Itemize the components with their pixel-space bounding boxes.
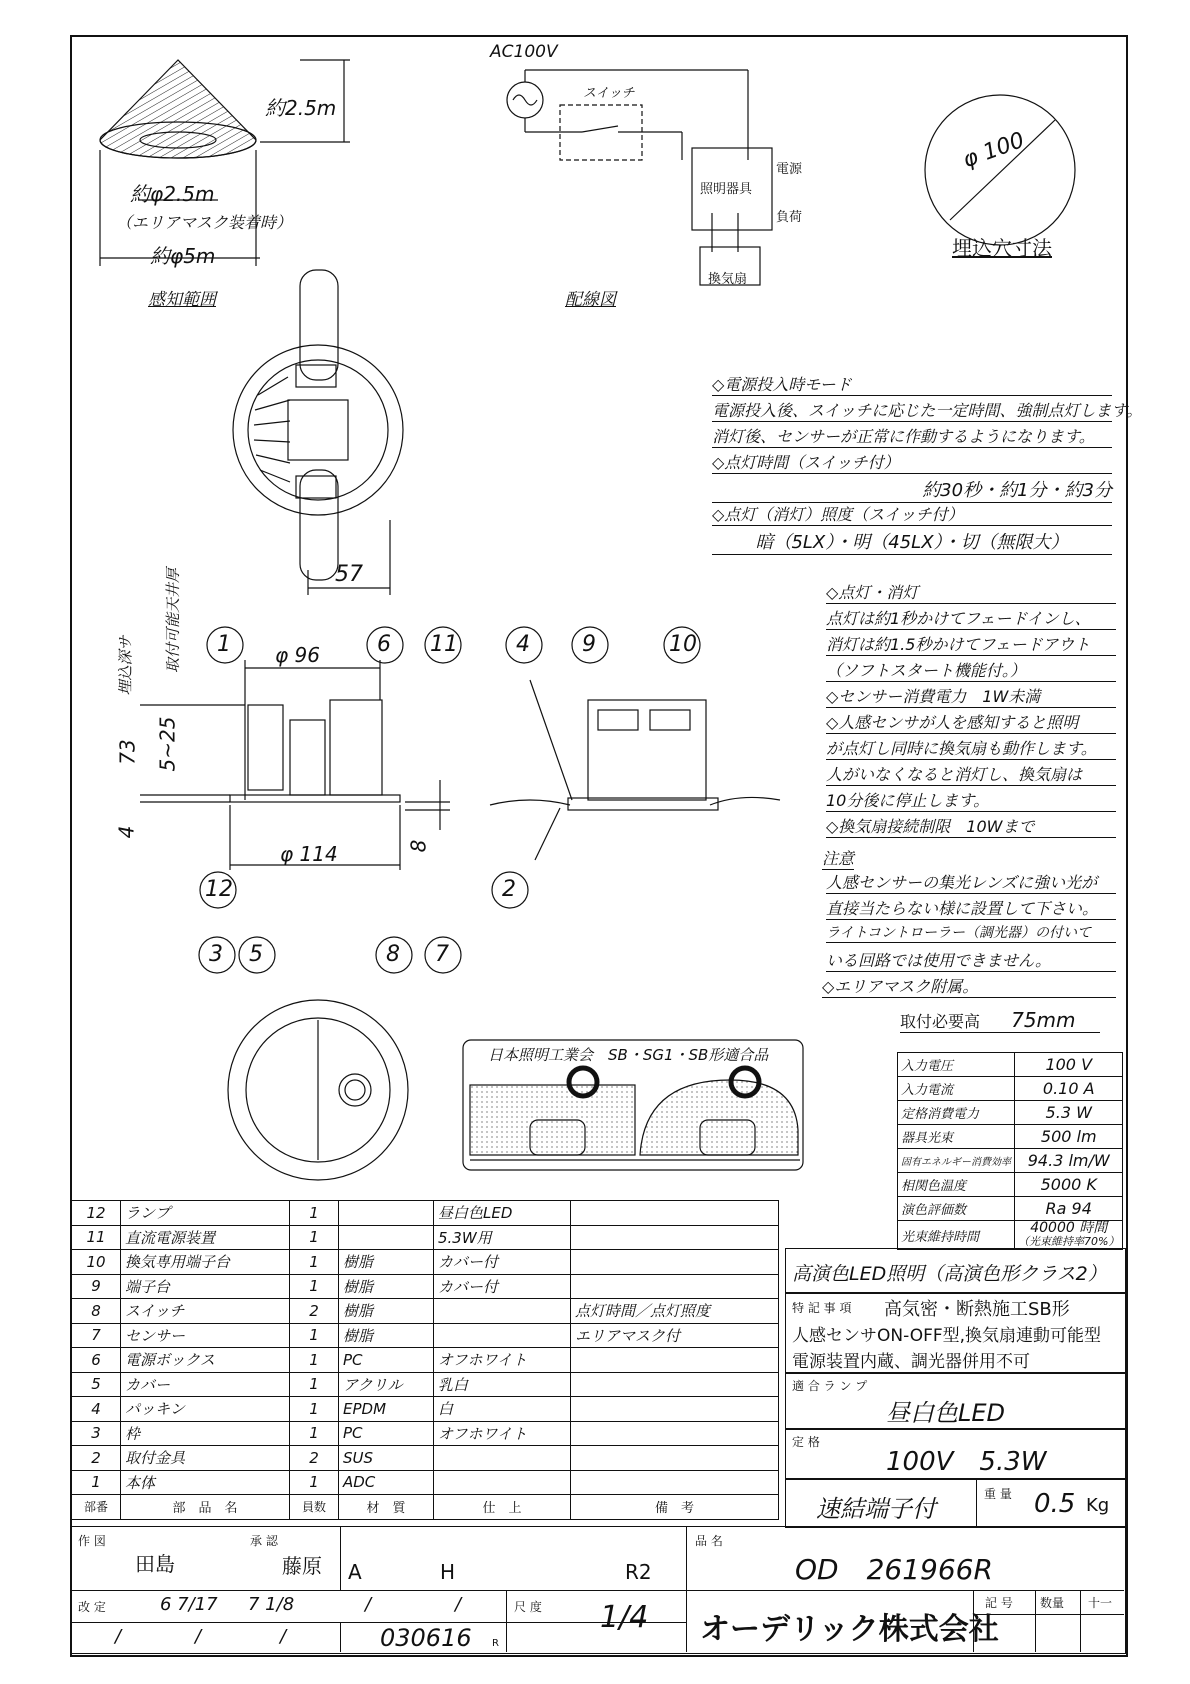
table-row — [72, 1348, 779, 1373]
note-line: 消灯は約1.5秒かけてフェードアウト — [826, 632, 1116, 656]
slash: / — [195, 1626, 202, 1647]
note-line: 点灯は約1秒かけてフェードインし、 — [826, 606, 1116, 630]
dim-73: 73 — [115, 739, 140, 765]
part-name: 取付金具 — [121, 1446, 290, 1471]
spec-key: 器具光束 — [898, 1125, 1015, 1149]
scale-value: 1/4 — [600, 1600, 649, 1635]
part-num: 12 — [72, 1201, 121, 1226]
dim-8: 8 — [406, 839, 431, 853]
part-num: 4 — [72, 1397, 121, 1422]
special-1: 高気密・断熱施工SB形 — [884, 1299, 1070, 1320]
part-material: PC — [339, 1348, 434, 1373]
part-name: 端子台 — [121, 1274, 290, 1299]
type-box — [785, 1248, 1126, 1294]
mark-label: 記 号 — [985, 1596, 1013, 1610]
side-view-left — [140, 660, 450, 870]
part-remark — [571, 1397, 779, 1422]
part-num: 7 — [72, 1323, 121, 1348]
dash-mark: 十一 — [1088, 1596, 1113, 1610]
part-qty: 1 — [290, 1470, 339, 1495]
part-num: 9 — [72, 1274, 121, 1299]
sensing-mask-note: （エリアマスク装着時） — [116, 213, 293, 232]
callout: 12 — [205, 877, 233, 902]
part-material: 樹脂 — [339, 1323, 434, 1348]
spec-row — [898, 1149, 1123, 1173]
wiring-fixture: 照明器具 — [700, 182, 753, 197]
company-name: オーデリック株式会社 — [700, 1612, 999, 1647]
product-number: OD 261966R — [795, 1553, 993, 1586]
fixture-type: 高演色LED照明（高演色形クラス2） — [792, 1263, 1107, 1285]
callout: 4 — [516, 632, 530, 657]
caution-title: 注意 — [822, 846, 854, 870]
special-3: 電源装置内蔵、調光器併用不可 — [792, 1352, 1030, 1372]
callout: 1 — [217, 632, 231, 657]
table-row — [72, 1250, 779, 1275]
special-label: 特 記 事 項 — [792, 1301, 852, 1315]
part-num: 8 — [72, 1299, 121, 1324]
spec-value: 500 lm — [1015, 1125, 1123, 1149]
r-mark: R — [492, 1638, 499, 1649]
bottom-view — [228, 1000, 408, 1180]
spec-row — [898, 1101, 1123, 1125]
install-height-value: 75mm — [1011, 1008, 1076, 1032]
part-material: PC — [339, 1421, 434, 1446]
dim-57: 57 — [335, 562, 363, 587]
spec-row — [898, 1221, 1123, 1250]
table-row — [72, 1225, 779, 1250]
drawing-date: 030616 — [380, 1624, 472, 1652]
spec-value: 5.3 W — [1015, 1101, 1123, 1125]
spec-value: 5000 K — [1015, 1173, 1123, 1197]
part-num: 1 — [72, 1470, 121, 1495]
note-line: ◇人感センサが人を感知すると照明 — [826, 710, 1116, 734]
side-view-right — [490, 680, 780, 860]
part-qty: 1 — [290, 1372, 339, 1397]
spec-value-note: （光束維持率70%） — [1018, 1235, 1120, 1248]
spec-key: 入力電流 — [898, 1077, 1015, 1101]
table-row — [72, 1421, 779, 1446]
scale-label: 尺 度 — [514, 1600, 542, 1614]
note-line: ◇電源投入時モード — [712, 372, 1112, 396]
product-label: 品 名 — [695, 1534, 723, 1548]
rating-label: 定 格 — [792, 1435, 820, 1449]
slash: / — [455, 1594, 462, 1615]
part-remark — [571, 1274, 779, 1299]
callout: 6 — [377, 632, 391, 657]
spec-value: Ra 94 — [1015, 1197, 1123, 1221]
part-num: 2 — [72, 1446, 121, 1471]
table-row — [72, 1446, 779, 1471]
part-qty: 1 — [290, 1250, 339, 1275]
wiring-power: 電源 — [776, 162, 803, 177]
callout: 3 — [209, 942, 223, 967]
code-a: A — [348, 1560, 362, 1584]
col-header: 部 品 名 — [121, 1495, 290, 1520]
spec-value: 40000 時間 — [1030, 1220, 1108, 1236]
part-finish: 5.3W用 — [434, 1225, 571, 1250]
slash: / — [365, 1594, 372, 1615]
spec-row — [898, 1077, 1123, 1101]
part-material: SUS — [339, 1446, 434, 1471]
part-name: スイッチ — [121, 1299, 290, 1324]
caution-line: ◇エリアマスク附属。 — [822, 974, 1116, 998]
drawn-label: 作 図 — [78, 1534, 106, 1548]
note-line: 10分後に停止します。 — [826, 788, 1116, 812]
part-finish — [434, 1470, 571, 1495]
part-name: カバー — [121, 1372, 290, 1397]
lamp-box — [785, 1372, 1126, 1430]
hole-circle — [925, 95, 1075, 245]
note-line: ◇点灯時間（スイッチ付） — [712, 450, 1112, 474]
part-remark — [571, 1446, 779, 1471]
wiring-fan: 換気扇 — [708, 272, 748, 287]
wiring-load: 負荷 — [776, 210, 803, 225]
hole-dia: φ 100 — [959, 127, 1028, 174]
part-qty: 1 — [290, 1274, 339, 1299]
install-height-label: 取付必要高 — [900, 1012, 981, 1031]
callout: 9 — [582, 632, 596, 657]
wiring-ac: AC100V — [490, 42, 558, 62]
spec-row — [898, 1125, 1123, 1149]
caution-line: 直接当たらない様に設置して下さい。 — [826, 896, 1116, 920]
part-remark — [571, 1250, 779, 1275]
part-finish: オフホワイト — [434, 1348, 571, 1373]
sensing-height: 約2.5m — [265, 96, 337, 120]
code-h: H — [440, 1560, 456, 1584]
approved-by: 藤原 — [282, 1554, 322, 1578]
part-finish: カバー付 — [434, 1250, 571, 1275]
col-header: 仕 上 — [434, 1495, 571, 1520]
dim-114: φ 114 — [280, 842, 338, 866]
sensing-dia: 約φ5m — [150, 244, 216, 268]
callout: 7 — [435, 942, 449, 967]
note-line: 人がいなくなると消灯し、換気扇は — [826, 762, 1116, 786]
rev-code: R2 — [625, 1560, 652, 1584]
note-line: ◇点灯・消灯 — [826, 580, 1116, 604]
part-remark — [571, 1348, 779, 1373]
rating-box — [785, 1428, 1126, 1480]
spec-key: 入力電圧 — [898, 1053, 1015, 1077]
note-line: （ソフトスタート機能付。） — [826, 658, 1116, 682]
note-line: が点灯し同時に換気扇も動作します。 — [826, 736, 1116, 760]
spec-value: 100 V — [1015, 1053, 1123, 1077]
part-finish — [434, 1446, 571, 1471]
part-remark — [571, 1470, 779, 1495]
slash: / — [115, 1626, 122, 1647]
special-box — [785, 1292, 1126, 1374]
wiring-title: 配線図 — [565, 290, 616, 310]
jil-label: 日本照明工業会 SB・SG1・SB形適合品 — [488, 1046, 769, 1064]
table-row — [72, 1299, 779, 1324]
part-name: パッキン — [121, 1397, 290, 1422]
spec-row — [898, 1197, 1123, 1221]
sensing-mask-dia: 約φ2.5m — [130, 182, 215, 206]
drawn-by: 田島 — [135, 1552, 175, 1576]
weight-label: 重 量 — [984, 1487, 1012, 1501]
rating-value: 100V 5.3W — [886, 1447, 1047, 1477]
slash: / — [280, 1626, 287, 1647]
part-name: 本体 — [121, 1470, 290, 1495]
spec-row — [898, 1053, 1123, 1077]
part-qty: 1 — [290, 1421, 339, 1446]
sensing-cone — [100, 60, 350, 266]
parts-table — [71, 1200, 779, 1520]
wiring-switch: スイッチ — [583, 86, 635, 101]
approved-label: 承 認 — [250, 1534, 278, 1548]
part-remark — [571, 1421, 779, 1446]
install-height — [900, 1008, 1100, 1033]
terminal: 速結端子付 — [816, 1495, 936, 1523]
table-row — [72, 1372, 779, 1397]
terminal-box — [785, 1478, 1126, 1528]
part-num: 6 — [72, 1348, 121, 1373]
callout: 5 — [249, 942, 263, 967]
special-2: 人感センサON-OFF型,換気扇連動可能型 — [792, 1326, 1102, 1346]
part-name: 直流電源装置 — [121, 1225, 290, 1250]
dim-96: φ 96 — [275, 643, 320, 667]
sensing-title: 感知範囲 — [148, 290, 216, 310]
spec-key: 定格消費電力 — [898, 1101, 1015, 1125]
part-material: ADC — [339, 1470, 434, 1495]
part-material: 樹脂 — [339, 1250, 434, 1275]
hole-title: 埋込穴寸法 — [952, 236, 1052, 260]
part-num: 5 — [72, 1372, 121, 1397]
part-qty: 1 — [290, 1323, 339, 1348]
caution-line: ライトコントローラー（調光器）の付いて — [826, 922, 1116, 943]
part-remark: エリアマスク付 — [571, 1323, 779, 1348]
part-qty: 1 — [290, 1201, 339, 1226]
spec-table — [897, 1052, 1123, 1250]
part-finish: カバー付 — [434, 1274, 571, 1299]
note-line: ◇センサー消費電力 1W未満 — [826, 684, 1116, 708]
label-embed-depth: 埋込深サ — [116, 635, 135, 696]
spec-key: 光束維持時間 — [898, 1221, 1015, 1250]
part-material — [339, 1225, 434, 1250]
spec-key: 固有エネルギー消費効率 — [898, 1149, 1015, 1173]
qty-label: 数量 — [1040, 1596, 1065, 1610]
table-row — [72, 1201, 779, 1226]
part-num: 3 — [72, 1421, 121, 1446]
callout: 2 — [502, 877, 516, 902]
col-header: 員数 — [290, 1495, 339, 1520]
part-qty: 2 — [290, 1446, 339, 1471]
part-finish: オフホワイト — [434, 1421, 571, 1446]
part-num: 11 — [72, 1225, 121, 1250]
part-qty: 1 — [290, 1397, 339, 1422]
weight-value: 0.5 — [1034, 1489, 1076, 1519]
label-ceiling: 取付可能天井厚 — [164, 567, 183, 674]
callout: 10 — [669, 632, 697, 657]
spec-row — [898, 1173, 1123, 1197]
spec-value: 0.10 A — [1015, 1077, 1123, 1101]
callout: 11 — [430, 632, 458, 657]
top-view — [233, 270, 403, 595]
table-row — [72, 1397, 779, 1422]
caution-line: いる回路では使用できません。 — [826, 948, 1116, 972]
part-material — [339, 1201, 434, 1226]
table-row — [72, 1274, 779, 1299]
part-name: 電源ボックス — [121, 1348, 290, 1373]
note-line: 電源投入後、スイッチに応じた一定時間、強制点灯します。 — [712, 398, 1112, 422]
dim-5-25: 5~25 — [155, 716, 180, 772]
spec-key: 相関色温度 — [898, 1173, 1015, 1197]
lamp-value: 昼白色LED — [886, 1399, 1006, 1427]
part-material: EPDM — [339, 1397, 434, 1422]
col-header: 材 質 — [339, 1495, 434, 1520]
part-material: 樹脂 — [339, 1274, 434, 1299]
part-finish: 白 — [434, 1397, 571, 1422]
spec-value: 94.3 lm/W — [1015, 1149, 1123, 1173]
note-line: ◇換気扇接続制限 10Wまで — [826, 814, 1116, 838]
weight-unit: Kg — [1086, 1495, 1110, 1516]
rev-date-1: 6 7/17 — [160, 1594, 218, 1615]
part-num: 10 — [72, 1250, 121, 1275]
part-finish: 昼白色LED — [434, 1201, 571, 1226]
rev-date-2: 7 1/8 — [248, 1594, 295, 1615]
table-header — [72, 1495, 779, 1520]
col-header: 部番 — [72, 1495, 121, 1520]
callout: 8 — [386, 942, 400, 967]
part-name: ランプ — [121, 1201, 290, 1226]
part-finish — [434, 1323, 571, 1348]
note-line: 約30秒・約1分・約3分 — [712, 476, 1112, 503]
col-header: 備 考 — [571, 1495, 779, 1520]
part-name: センサー — [121, 1323, 290, 1348]
part-qty: 1 — [290, 1348, 339, 1373]
dim-4: 4 — [114, 825, 139, 839]
part-qty: 1 — [290, 1225, 339, 1250]
note-line: ◇点灯（消灯）照度（スイッチ付） — [712, 502, 1112, 526]
spec-key: 演色評価数 — [898, 1197, 1015, 1221]
note-line: 暗（5LX）・明（45LX）・切（無限大） — [712, 528, 1112, 555]
part-remark: 点灯時間／点灯照度 — [571, 1299, 779, 1324]
revised-label: 改 定 — [78, 1600, 106, 1614]
table-row — [72, 1323, 779, 1348]
note-line: 消灯後、センサーが正常に作動するようになります。 — [712, 424, 1112, 448]
part-material: アクリル — [339, 1372, 434, 1397]
table-row — [72, 1470, 779, 1495]
part-name: 枠 — [121, 1421, 290, 1446]
lamp-label: 適 合 ラ ン プ — [792, 1379, 868, 1393]
part-finish: 乳白 — [434, 1372, 571, 1397]
part-qty: 2 — [290, 1299, 339, 1324]
part-finish — [434, 1299, 571, 1324]
part-remark — [571, 1372, 779, 1397]
part-name: 換気専用端子台 — [121, 1250, 290, 1275]
part-remark — [571, 1225, 779, 1250]
part-remark — [571, 1201, 779, 1226]
part-material: 樹脂 — [339, 1299, 434, 1324]
caution-line: 人感センサーの集光レンズに強い光が — [826, 870, 1116, 894]
